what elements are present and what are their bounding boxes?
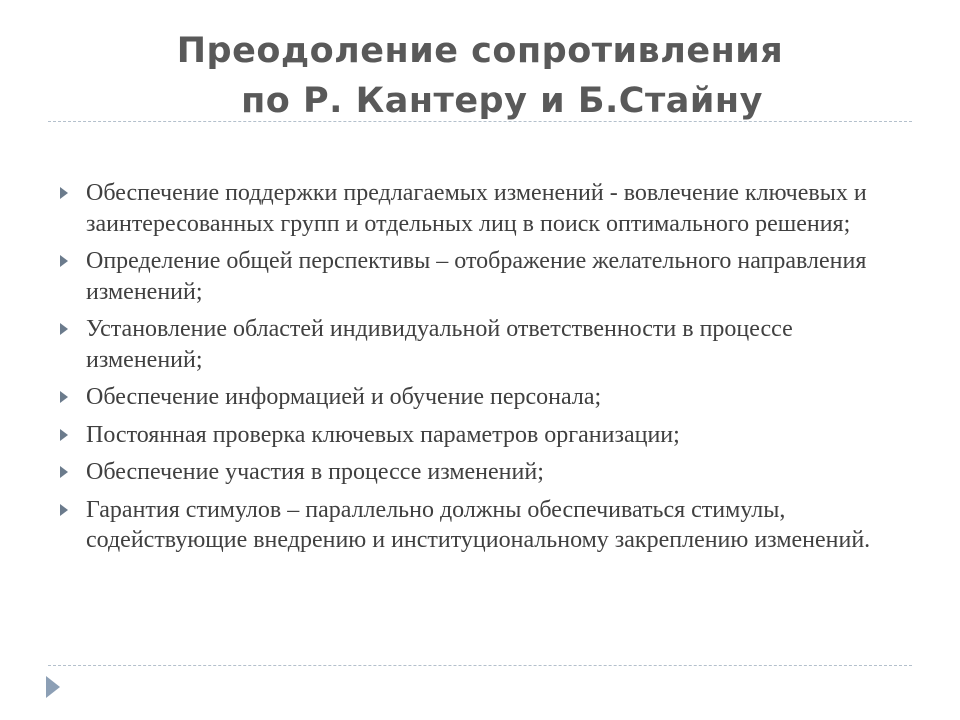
bullet-text: Установление областей индивидуальной ответственности в процессе изменений; [86, 316, 793, 373]
triangle-right-icon [60, 255, 68, 267]
list-item [60, 457, 880, 488]
triangle-right-icon [60, 323, 68, 335]
triangle-right-icon [60, 429, 68, 441]
list-item [60, 314, 880, 375]
bullet-text: Гарантия стимулов – параллельно должны обеспечиваться стимулы, содействующие внедрению и институциональному закреплению изменений. [86, 496, 871, 553]
list-item [60, 420, 880, 451]
title-line-2: по Р. Кантеру и Б.Стайну [241, 81, 763, 121]
triangle-right-icon [60, 187, 68, 199]
list-item [60, 382, 880, 413]
list-item [60, 246, 880, 307]
next-slide-icon[interactable] [46, 676, 60, 698]
list-item [60, 178, 880, 239]
title-line-1: Преодоление сопротивления [176, 31, 784, 71]
list-item [60, 495, 880, 556]
top-divider [48, 121, 912, 122]
triangle-right-icon [60, 391, 68, 403]
bottom-divider [48, 665, 912, 666]
bullet-text: Обеспечение участия в процессе изменений; [86, 459, 544, 485]
bullet-text: Обеспечение информацией и обучение персонала; [86, 384, 602, 410]
bullet-text: Обеспечение поддержки предлагаемых изменений - вовлечение ключевых и заинтересованных групп и отдельных лиц в поиск оптимального решения; [86, 180, 867, 237]
slide-title [0, 26, 960, 126]
triangle-right-icon [60, 504, 68, 516]
bullet-text: Определение общей перспективы – отображение желательного направления изменений; [86, 248, 867, 305]
bullet-text: Постоянная проверка ключевых параметров организации; [86, 421, 680, 448]
bullet-list [60, 178, 880, 563]
triangle-right-icon [60, 466, 68, 478]
